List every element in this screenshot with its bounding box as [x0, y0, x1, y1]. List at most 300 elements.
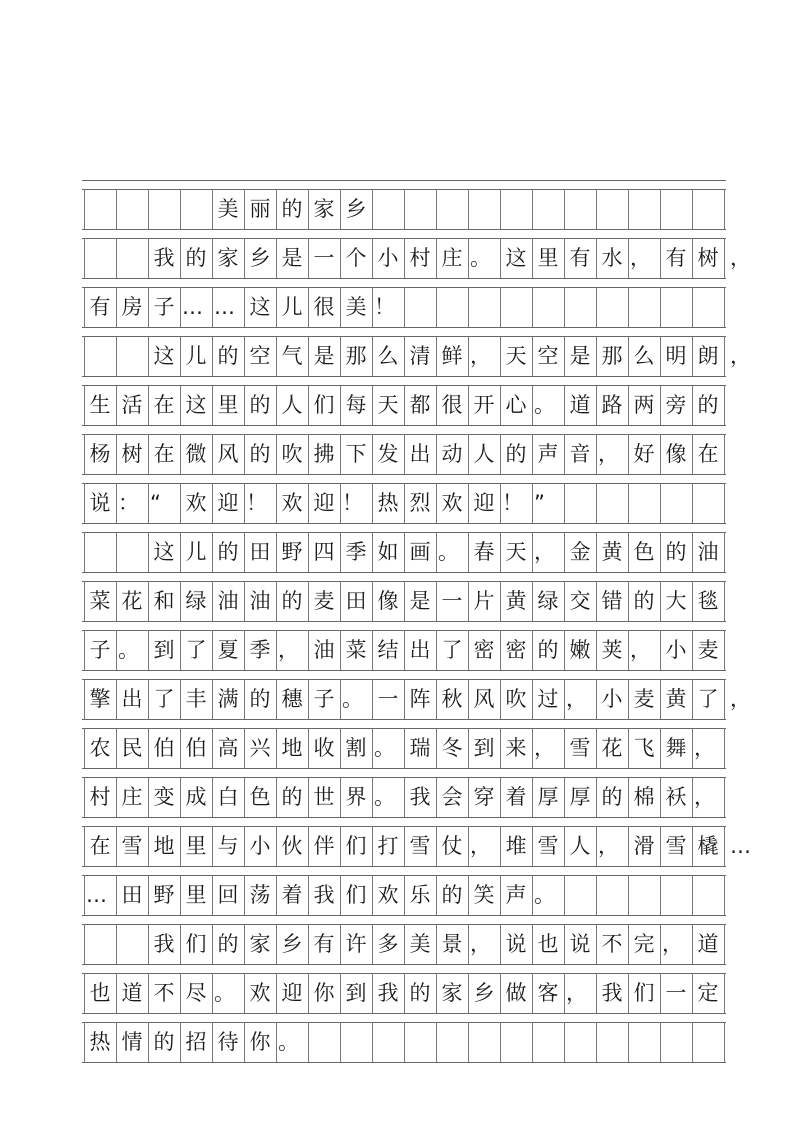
grid-line: [596, 287, 597, 327]
grid-line: [340, 973, 341, 1013]
grid-line: [372, 728, 373, 768]
essay-char: 水: [601, 245, 623, 270]
grid-line: [116, 189, 117, 229]
essay-char: 的: [153, 1029, 175, 1054]
grid-line: [148, 826, 149, 866]
grid-line: [84, 189, 85, 229]
essay-char: 一: [377, 686, 399, 711]
grid-line: [372, 826, 373, 866]
grid-line: [244, 532, 245, 572]
essay-char: 麦: [313, 588, 335, 613]
grid-line: [212, 532, 213, 572]
essay-char: 在: [697, 441, 719, 466]
grid-line: [692, 679, 693, 719]
grid-line: [500, 679, 501, 719]
essay-char: 麦: [633, 686, 655, 711]
grid-line: [564, 924, 565, 964]
grid-line: [692, 826, 693, 866]
grid-line: [276, 630, 277, 670]
essay-char: 开: [473, 392, 495, 417]
grid-line: [276, 777, 277, 817]
grid-line: [212, 679, 213, 719]
essay-char: 空: [537, 343, 559, 368]
essay-char: ，: [694, 784, 715, 809]
grid-line: [212, 777, 213, 817]
grid-line: [468, 189, 469, 229]
essay-char: 我: [601, 980, 623, 1005]
grid-line: [244, 238, 245, 278]
essay-char: 吹: [505, 686, 527, 711]
grid-line: [596, 238, 597, 278]
essay-char: 一: [665, 980, 687, 1005]
grid-line: [564, 483, 565, 523]
essay-char: 花: [121, 588, 143, 613]
grid-line: [308, 336, 309, 376]
essay-char: 定: [697, 980, 719, 1005]
essay-char: 的: [217, 539, 239, 564]
grid-line: [628, 728, 629, 768]
essay-char: 着: [505, 784, 527, 809]
essay-char: 伴: [313, 833, 335, 858]
grid-line: [564, 336, 565, 376]
grid-line: [340, 728, 341, 768]
grid-line: [116, 630, 117, 670]
grid-line: [564, 777, 565, 817]
grid-line: [82, 817, 726, 818]
grid-line: [340, 630, 341, 670]
grid-line: [660, 630, 661, 670]
grid-line: [180, 581, 181, 621]
essay-char: 色: [633, 539, 655, 564]
essay-char: 们: [345, 882, 367, 907]
grid-line: [660, 238, 661, 278]
essay-char: 乐: [409, 882, 431, 907]
grid-line: [84, 336, 85, 376]
essay-char: 黄: [601, 539, 623, 564]
grid-line: [148, 532, 149, 572]
essay-char: 在: [89, 833, 111, 858]
essay-char: 下: [345, 441, 367, 466]
title-char: 的: [281, 196, 303, 221]
essay-char: 里: [537, 245, 559, 270]
essay-char: 满: [217, 686, 239, 711]
grid-line: [596, 532, 597, 572]
essay-char: 有: [313, 931, 335, 956]
grid-line: [468, 336, 469, 376]
essay-char: 动: [441, 441, 463, 466]
grid-line: [692, 238, 693, 278]
essay-char: 音: [569, 441, 591, 466]
essay-char: 回: [217, 882, 239, 907]
grid-line: [500, 875, 501, 915]
grid-line: [564, 287, 565, 327]
essay-char: ，: [694, 735, 715, 760]
essay-char: 人: [281, 392, 303, 417]
essay-char: 欢: [249, 980, 271, 1005]
essay-char: 子: [89, 637, 111, 662]
essay-char: 这: [249, 294, 271, 319]
essay-char: 迎: [473, 490, 495, 515]
grid-line: [308, 875, 309, 915]
grid-line: [596, 581, 597, 621]
essay-char: 打: [377, 833, 399, 858]
essay-char: 天: [505, 539, 527, 564]
essay-char: ，: [630, 245, 651, 270]
essay-char: ”: [534, 490, 545, 515]
essay-char: 你: [249, 1029, 271, 1054]
essay-char: 家: [249, 931, 271, 956]
essay-char: 油: [217, 588, 239, 613]
essay-char: 空: [249, 343, 271, 368]
grid-line: [500, 385, 501, 425]
grid-line: [276, 532, 277, 572]
grid-line: [660, 973, 661, 1013]
grid-line: [692, 483, 693, 523]
essay-char: ，: [662, 931, 683, 956]
essay-char: 儿: [185, 343, 207, 368]
grid-line: [372, 434, 373, 474]
essay-char: 过: [537, 686, 559, 711]
grid-line: [82, 180, 726, 181]
grid-line: [692, 875, 693, 915]
essay-char: 好: [633, 441, 655, 466]
grid-line: [308, 679, 309, 719]
essay-char: 在: [153, 441, 175, 466]
essay-char: 道: [697, 931, 719, 956]
grid-line: [660, 777, 661, 817]
essay-char: 欢: [281, 490, 303, 515]
essay-char: 里: [217, 392, 239, 417]
essay-char: 是: [313, 343, 335, 368]
grid-line: [148, 973, 149, 1013]
essay-char: 着: [281, 882, 303, 907]
essay-char: 。: [374, 784, 395, 809]
essay-char: 乡: [281, 931, 303, 956]
essay-char: 是: [569, 343, 591, 368]
grid-line: [180, 875, 181, 915]
grid-line: [468, 434, 469, 474]
grid-line: [436, 238, 437, 278]
essay-char: 丰: [185, 686, 207, 711]
grid-line: [82, 964, 726, 965]
grid-line: [84, 385, 85, 425]
grid-line: [660, 826, 661, 866]
essay-char: 每: [345, 392, 367, 417]
grid-line: [372, 875, 373, 915]
essay-char: 待: [217, 1029, 239, 1054]
grid-line: [500, 483, 501, 523]
essay-char: 荚: [601, 637, 623, 662]
grid-line: [372, 336, 373, 376]
grid-line: [724, 483, 725, 523]
grid-line: [532, 728, 533, 768]
grid-line: [500, 336, 501, 376]
essay-char: 夏: [217, 637, 239, 662]
essay-char: 飞: [633, 735, 655, 760]
grid-line: [596, 189, 597, 229]
essay-char: 雪: [121, 833, 143, 858]
grid-line: [340, 189, 341, 229]
essay-char: ：: [118, 490, 139, 515]
grid-line: [84, 581, 85, 621]
essay-char: 杨: [89, 441, 111, 466]
essay-char: 那: [345, 343, 367, 368]
grid-line: [116, 826, 117, 866]
grid-line: [532, 1022, 533, 1062]
grid-line: [308, 777, 309, 817]
essay-char: ，: [566, 980, 587, 1005]
grid-line: [628, 973, 629, 1013]
essay-char: 了: [185, 637, 207, 662]
grid-line: [564, 973, 565, 1013]
essay-char: 的: [249, 441, 271, 466]
essay-char: 的: [249, 686, 271, 711]
grid-line: [404, 728, 405, 768]
grid-line: [500, 238, 501, 278]
essay-char: 多: [377, 931, 399, 956]
grid-line: [500, 1022, 501, 1062]
grid-line: [724, 336, 725, 376]
essay-char: 四: [313, 539, 335, 564]
grid-line: [276, 875, 277, 915]
essay-char: 的: [505, 441, 527, 466]
grid-line: [660, 434, 661, 474]
grid-line: [212, 875, 213, 915]
essay-char: 割: [345, 735, 367, 760]
grid-line: [212, 483, 213, 523]
grid-line: [564, 581, 565, 621]
essay-char: …: [86, 882, 107, 907]
essay-char: 袄: [665, 784, 687, 809]
grid-line: [500, 532, 501, 572]
grid-line: [82, 278, 726, 279]
essay-char: 也: [537, 931, 559, 956]
grid-line: [436, 728, 437, 768]
essay-char: 油: [313, 637, 335, 662]
grid-line: [596, 777, 597, 817]
essay-char: 欢: [441, 490, 463, 515]
essay-char: 伙: [281, 833, 303, 858]
grid-line: [436, 973, 437, 1013]
grid-line: [436, 679, 437, 719]
grid-line: [244, 336, 245, 376]
grid-line: [212, 728, 213, 768]
grid-line: [596, 826, 597, 866]
essay-char: 伯: [153, 735, 175, 760]
grid-line: [244, 679, 245, 719]
essay-char: 招: [185, 1029, 207, 1054]
grid-line: [532, 532, 533, 572]
grid-line: [276, 581, 277, 621]
essay-char: ，: [630, 637, 651, 662]
essay-char: ！: [342, 490, 363, 515]
grid-line: [372, 973, 373, 1013]
essay-char: 么: [633, 343, 655, 368]
grid-line: [404, 532, 405, 572]
grid-line: [148, 336, 149, 376]
grid-line: [596, 1022, 597, 1062]
grid-line: [116, 728, 117, 768]
grid-line: [564, 875, 565, 915]
grid-line: [116, 924, 117, 964]
essay-char: 毯: [697, 588, 719, 613]
essay-char: 。: [374, 735, 395, 760]
essay-char: 油: [249, 588, 271, 613]
essay-char: 道: [121, 980, 143, 1005]
essay-char: 我: [313, 882, 335, 907]
grid-line: [404, 336, 405, 376]
essay-char: 情: [121, 1029, 143, 1054]
grid-line: [660, 679, 661, 719]
essay-char: “: [150, 490, 161, 515]
essay-char: 乡: [249, 245, 271, 270]
grid-line: [564, 630, 565, 670]
grid-line: [628, 189, 629, 229]
grid-line: [372, 1022, 373, 1062]
grid-line: [116, 336, 117, 376]
essay-char: 伯: [185, 735, 207, 760]
grid-line: [244, 630, 245, 670]
essay-char: 民: [121, 735, 143, 760]
essay-char: 白: [217, 784, 239, 809]
essay-char: 黄: [665, 686, 687, 711]
grid-line: [340, 434, 341, 474]
grid-line: [724, 875, 725, 915]
grid-line: [404, 434, 405, 474]
essay-char: 尽: [185, 980, 207, 1005]
grid-line: [276, 679, 277, 719]
essay-char: 生: [89, 392, 111, 417]
essay-char: 阵: [409, 686, 431, 711]
grid-line: [660, 1022, 661, 1062]
essay-char: 们: [185, 931, 207, 956]
grid-line: [724, 189, 725, 229]
grid-line: [308, 1022, 309, 1062]
grid-line: [84, 238, 85, 278]
grid-line: [724, 238, 725, 278]
grid-line: [148, 875, 149, 915]
essay-char: 发: [377, 441, 399, 466]
essay-char: 乡: [473, 980, 495, 1005]
grid-line: [148, 483, 149, 523]
essay-char: 雪: [569, 735, 591, 760]
essay-char: 这: [505, 245, 527, 270]
essay-char: 地: [281, 735, 303, 760]
grid-line: [148, 189, 149, 229]
grid-line: [436, 287, 437, 327]
grid-line: [308, 826, 309, 866]
essay-char: 们: [633, 980, 655, 1005]
essay-char: 心: [505, 392, 527, 417]
grid-line: [724, 287, 725, 327]
essay-char: 我: [377, 980, 399, 1005]
grid-line: [468, 1022, 469, 1062]
essay-char: ，: [598, 833, 619, 858]
grid-line: [308, 189, 309, 229]
grid-line: [116, 777, 117, 817]
grid-line: [596, 434, 597, 474]
essay-char: ！: [246, 490, 267, 515]
essay-char: 也: [89, 980, 111, 1005]
essay-char: 不: [153, 980, 175, 1005]
essay-char: 了: [153, 686, 175, 711]
grid-line: [84, 973, 85, 1013]
essay-char: 我: [409, 784, 431, 809]
grid-line: [180, 336, 181, 376]
essay-char: 绿: [185, 588, 207, 613]
grid-line: [180, 238, 181, 278]
essay-char: 烈: [409, 490, 431, 515]
grid-line: [372, 532, 373, 572]
grid-line: [564, 826, 565, 866]
essay-char: 做: [505, 980, 527, 1005]
grid-line: [724, 924, 725, 964]
title-char: 丽: [249, 196, 271, 221]
grid-line: [436, 924, 437, 964]
grid-line: [468, 287, 469, 327]
grid-line: [308, 385, 309, 425]
grid-line: [532, 189, 533, 229]
grid-line: [212, 924, 213, 964]
essay-char: 花: [601, 735, 623, 760]
grid-line: [724, 532, 725, 572]
essay-char: 美: [409, 931, 431, 956]
essay-char: 小: [249, 833, 271, 858]
grid-line: [212, 189, 213, 229]
essay-char: 吹: [281, 441, 303, 466]
essay-char: ，: [470, 931, 491, 956]
essay-char: 村: [409, 245, 431, 270]
essay-char: 的: [537, 637, 559, 662]
essay-char: 的: [185, 245, 207, 270]
grid-line: [500, 287, 501, 327]
grid-line: [692, 728, 693, 768]
essay-char: 嫩: [569, 637, 591, 662]
grid-line: [468, 777, 469, 817]
essay-char: 声: [537, 441, 559, 466]
essay-char: 高: [217, 735, 239, 760]
grid-line: [148, 238, 149, 278]
essay-char: 。: [118, 637, 139, 662]
essay-char: ，: [730, 686, 751, 711]
grid-line: [468, 875, 469, 915]
grid-line: [82, 670, 726, 671]
grid-line: [276, 287, 277, 327]
grid-line: [116, 1022, 117, 1062]
grid-line: [276, 728, 277, 768]
grid-line: [82, 866, 726, 867]
essay-char: 活: [121, 392, 143, 417]
essay-char: 世: [313, 784, 335, 809]
grid-line: [84, 287, 85, 327]
grid-line: [500, 728, 501, 768]
grid-line: [244, 434, 245, 474]
essay-char: 欢: [377, 882, 399, 907]
grid-line: [180, 679, 181, 719]
grid-line: [692, 924, 693, 964]
grid-line: [468, 630, 469, 670]
grid-line: [180, 483, 181, 523]
essay-char: 热: [89, 1029, 111, 1054]
grid-line: [82, 719, 726, 720]
grid-line: [212, 336, 213, 376]
essay-char: 有: [569, 245, 591, 270]
grid-line: [148, 434, 149, 474]
essay-char: 是: [409, 588, 431, 613]
grid-line: [628, 875, 629, 915]
grid-line: [404, 777, 405, 817]
grid-line: [692, 630, 693, 670]
